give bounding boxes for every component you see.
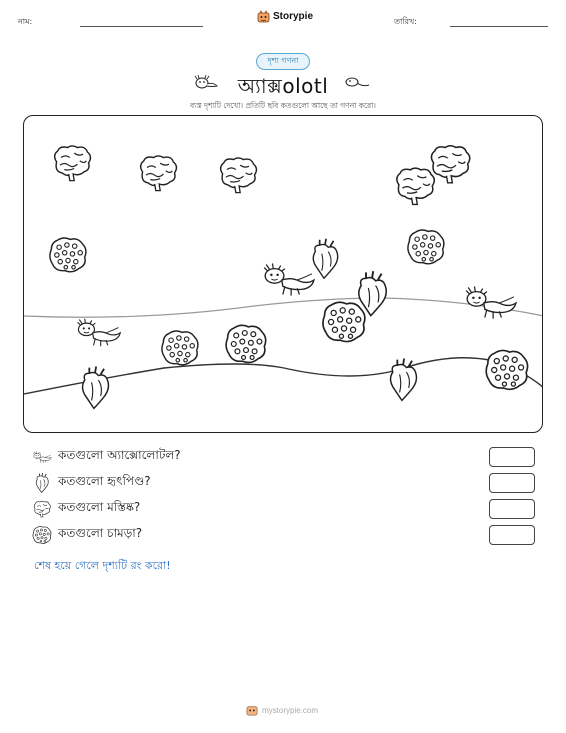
scene-brain-icon[interactable] — [426, 144, 474, 184]
axolotl-tail-icon — [344, 76, 370, 90]
name-line[interactable] — [80, 26, 203, 27]
category-badge: দৃশ্য গণনা — [256, 53, 310, 70]
brand-logo — [257, 10, 313, 23]
scene-skin-icon[interactable] — [484, 348, 530, 392]
scene-heart-icon[interactable] — [354, 271, 390, 317]
answer-box[interactable] — [489, 473, 535, 493]
date-label: তারিখ: — [394, 17, 417, 26]
footer — [246, 704, 318, 716]
brain-icon — [32, 499, 52, 519]
scene-brain-icon[interactable] — [50, 144, 94, 182]
axolotl-icon — [32, 447, 52, 467]
instructions: ব্যস্ত দৃশ্যটি দেখো। প্রতিটি ছবি কতগুলো আছে তা গণনা করো। — [190, 101, 376, 110]
answer-box[interactable] — [489, 499, 535, 519]
question-row — [32, 499, 140, 519]
storypie-logo-icon — [257, 10, 270, 23]
page-title: অ্যাক্সolotl — [237, 74, 329, 98]
scene-skin-icon[interactable] — [406, 228, 446, 266]
name-label: নাম: — [18, 17, 33, 26]
question-row — [32, 525, 142, 545]
question-text: কতগুলো হৃৎপিণ্ড? — [58, 474, 151, 488]
skin-icon — [32, 525, 52, 545]
answer-box[interactable] — [489, 525, 535, 545]
scene-brain-icon[interactable] — [136, 154, 180, 192]
coloring-instruction: শেষ হয়ে গেলে দৃশ্যটি রং করো! — [34, 559, 171, 572]
scene-axolotl-icon[interactable] — [74, 316, 122, 348]
footer-logo-icon — [246, 704, 258, 716]
counting-scene — [23, 115, 543, 433]
question-text: কতগুলো চামড়া? — [58, 526, 143, 540]
scene-axolotl-icon[interactable] — [462, 284, 518, 320]
date-line[interactable] — [450, 26, 548, 27]
brand-name: Storypie — [273, 11, 314, 22]
scene-skin-icon[interactable] — [48, 236, 88, 274]
scene-brain-icon[interactable] — [216, 156, 260, 194]
scene-skin-icon[interactable] — [224, 322, 268, 366]
answer-box[interactable] — [489, 447, 535, 467]
scene-axolotl-icon[interactable] — [260, 261, 316, 297]
scene-skin-icon[interactable] — [160, 328, 200, 368]
question-row — [32, 447, 181, 467]
scene-heart-icon[interactable] — [78, 366, 112, 410]
footer-url: mystorypie.com — [262, 705, 319, 715]
heart-icon — [32, 473, 52, 493]
question-row — [32, 473, 151, 493]
scene-heart-icon[interactable] — [386, 358, 420, 402]
question-text: কতগুলো অ্যাক্সোলোটল? — [58, 448, 181, 462]
question-text: কতগুলো মস্তিষ্ক? — [58, 500, 141, 514]
